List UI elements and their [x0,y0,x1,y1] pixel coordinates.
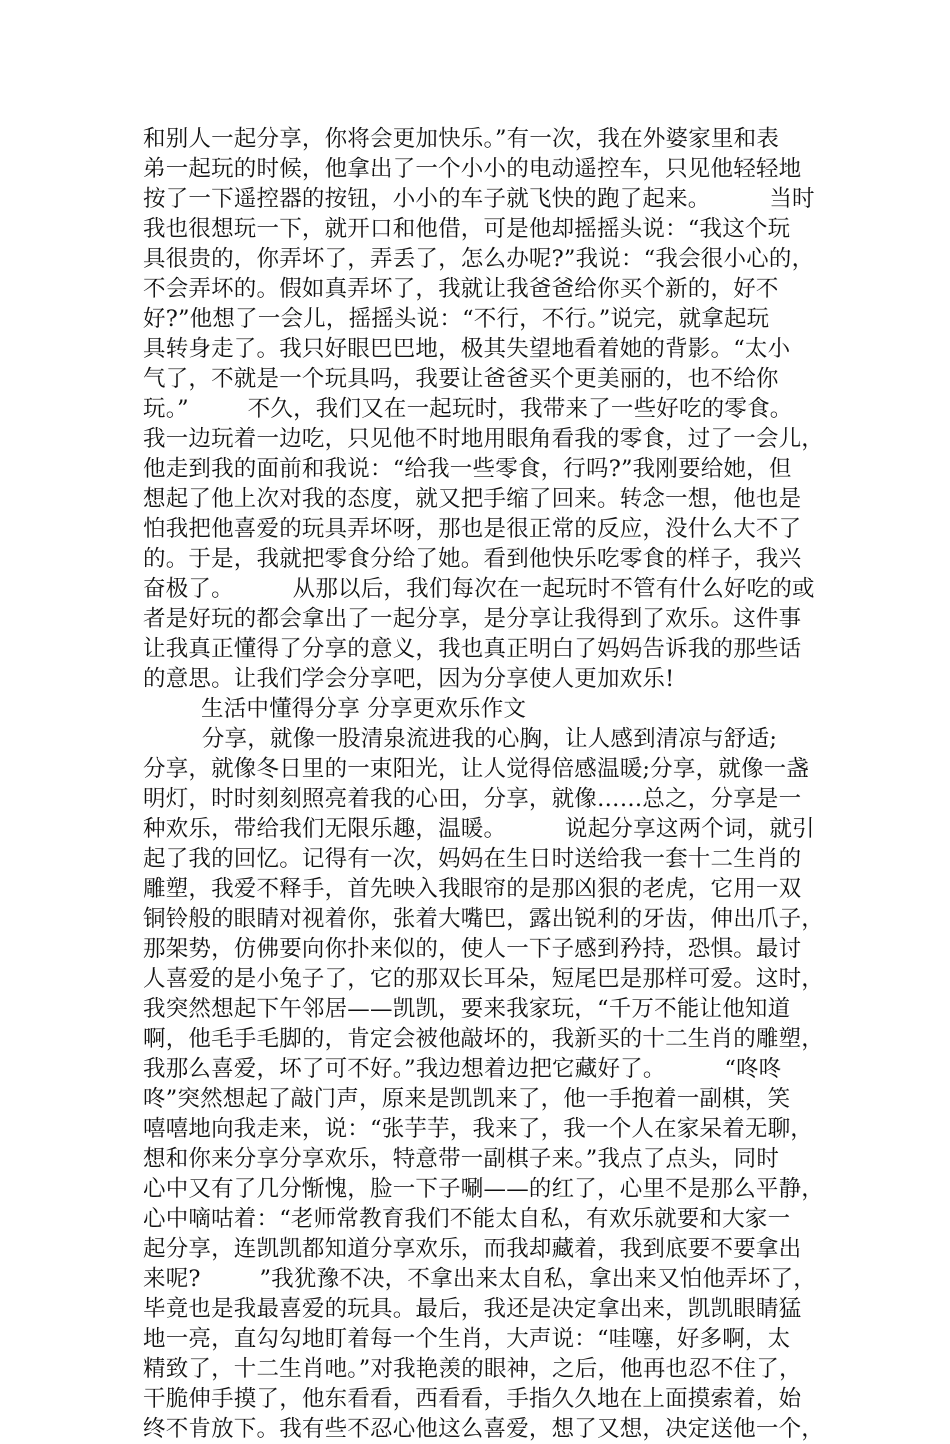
text-line: 好?”他想了一会儿，摇摇头说：“不行，不行。”说完，就拿起玩 [143,306,770,332]
text-line: 人喜爱的是小兔子了，它的那双长耳朵，短尾巴是那样可爱。这时， [143,966,825,992]
text-line: 按了一下遥控器的按钮，小小的车子就飞快的跑了起来。 当时 [143,186,815,212]
text-line: 想和你来分享分享欢乐，特意带一副棋子来。”我点了点头，同时 [143,1146,780,1172]
text-line: 我那么喜爱，坏了可不好。”我边想着边把它藏好了。 “咚咚 [143,1056,782,1082]
text-line: 毕竟也是我最喜爱的玩具。最后，我还是决定拿出来，凯凯眼睛猛 [143,1296,802,1322]
text-line: 想起了他上次对我的态度，就又把手缩了回来。转念一想，他也是 [143,486,802,512]
text-line: 弟一起玩的时候，他拿出了一个小小的电动遥控车，只见他轻轻地 [143,156,802,182]
text-line: 他走到我的面前和我说：“给我一些零食，行吗?”我刚要给她，但 [143,456,792,482]
text-line: 地一亮，直勾勾地盯着每一个生肖，大声说：“哇噻，好多啊，太 [143,1326,791,1352]
text-line: 具很贵的，你弄坏了，弄丢了，怎么办呢?”我说：“我会很小心的， [143,246,815,272]
text-line: 嘻嘻地向我走来，说：“张芋芋，我来了，我一个人在家呆着无聊， [143,1116,814,1142]
text-line: 雕塑，我爱不释手，首先映入我眼帘的是那凶狠的老虎，它用一双 [143,876,802,902]
text-line: 不会弄坏的。假如真弄坏了，我就让我爸爸给你买个新的，好不 [143,276,779,302]
text-line: 起了我的回忆。记得有一次，妈妈在生日时送给我一套十二生肖的 [143,846,802,872]
text-line: 我突然想起下午邻居——凯凯，要来我家玩，“千万不能让他知道 [143,996,791,1022]
text-line: 起分享，连凯凯都知道分享欢乐，而我却藏着，我到底要不要拿出 [143,1236,802,1262]
text-line: 咚”突然想起了敲门声，原来是凯凯来了，他一手抱着一副棋，笑 [143,1086,791,1112]
text-line: 啊，他毛手毛脚的，肯定会被他敲坏的，我新买的十二生肖的雕塑， [143,1026,825,1052]
text-line: 铜铃般的眼睛对视着你，张着大嘴巴，露出锐利的牙齿，伸出爪子， [143,906,825,932]
text-line: 我也很想玩一下，就开口和他借，可是他却摇摇头说：“我这个玩 [143,216,791,242]
text-line: 者是好玩的都会拿出了一起分享，是分享让我得到了欢乐。这件事 [143,606,802,632]
text-line: 气了，不就是一个玩具吗，我要让爸爸买个更美丽的，也不给你 [143,366,779,392]
text-line: 让我真正懂得了分享的意义，我也真正明白了妈妈告诉我的那些话 [143,636,802,662]
essay-heading: 生活中懂得分享 分享更欢乐作文 [201,696,527,722]
text-line: 怕我把他喜爱的玩具弄坏呀，那也是很正常的反应，没什么大不了 [143,516,802,542]
essay-text [143,124,825,1444]
text-line: 种欢乐，带给我们无限乐趣，温暖。 说起分享这两个词，就引 [143,816,815,842]
text-line: 玩。” 不久，我们又在一起玩时，我带来了一些好吃的零食。 [143,396,793,422]
text-line: 的。于是，我就把零食分给了她。看到他快乐吃零食的样子，我兴 [143,546,802,572]
text-line: 分享，就像一股清泉流进我的心胸，让人感到清凉与舒适; [143,726,778,752]
text-line: 精致了，十二生肖吔。”对我艳羡的眼神，之后，他再也忍不住了， [143,1356,802,1382]
text-line: 终不肯放下。我有些不忍心他这么喜爱，想了又想，决定送他一个， [143,1416,825,1442]
text-line: 奋极了。 从那以后，我们每次在一起玩时不管有什么好吃的或 [143,576,815,602]
text-line: 明灯，时时刻刻照亮着我的心田，分享，就像……总之，分享是一 [143,786,802,812]
text-line: 和别人一起分享，你将会更加快乐。”有一次，我在外婆家里和表 [143,126,780,152]
text-line: 来呢? ”我犹豫不决，不拿出来太自私，拿出来又怕他弄坏了， [143,1266,816,1292]
text-line: 分享，就像冬日里的一束阳光，让人觉得倍感温暖;分享，就像一盏 [143,756,810,782]
text-line: 心中嘀咕着：“老师常教育我们不能太自私，有欢乐就要和大家一 [143,1206,791,1232]
text-line: 干脆伸手摸了，他东看看，西看看，手指久久地在上面摸索着，始 [143,1386,802,1412]
text-line: 心中又有了几分惭愧，脸一下子唰——的红了，心里不是那么平静， [143,1176,825,1202]
text-line: 我一边玩着一边吃，只见他不时地用眼角看我的零食，过了一会儿， [143,426,825,452]
text-line: 那架势，仿佛要向你扑来似的，使人一下子感到矜持，恐惧。最讨 [143,936,802,962]
text-line: 的意思。让我们学会分享吧，因为分享使人更加欢乐! [143,666,675,692]
text-line: 具转身走了。我只好眼巴巴地，极其失望地看着她的背影。“太小 [143,336,791,362]
